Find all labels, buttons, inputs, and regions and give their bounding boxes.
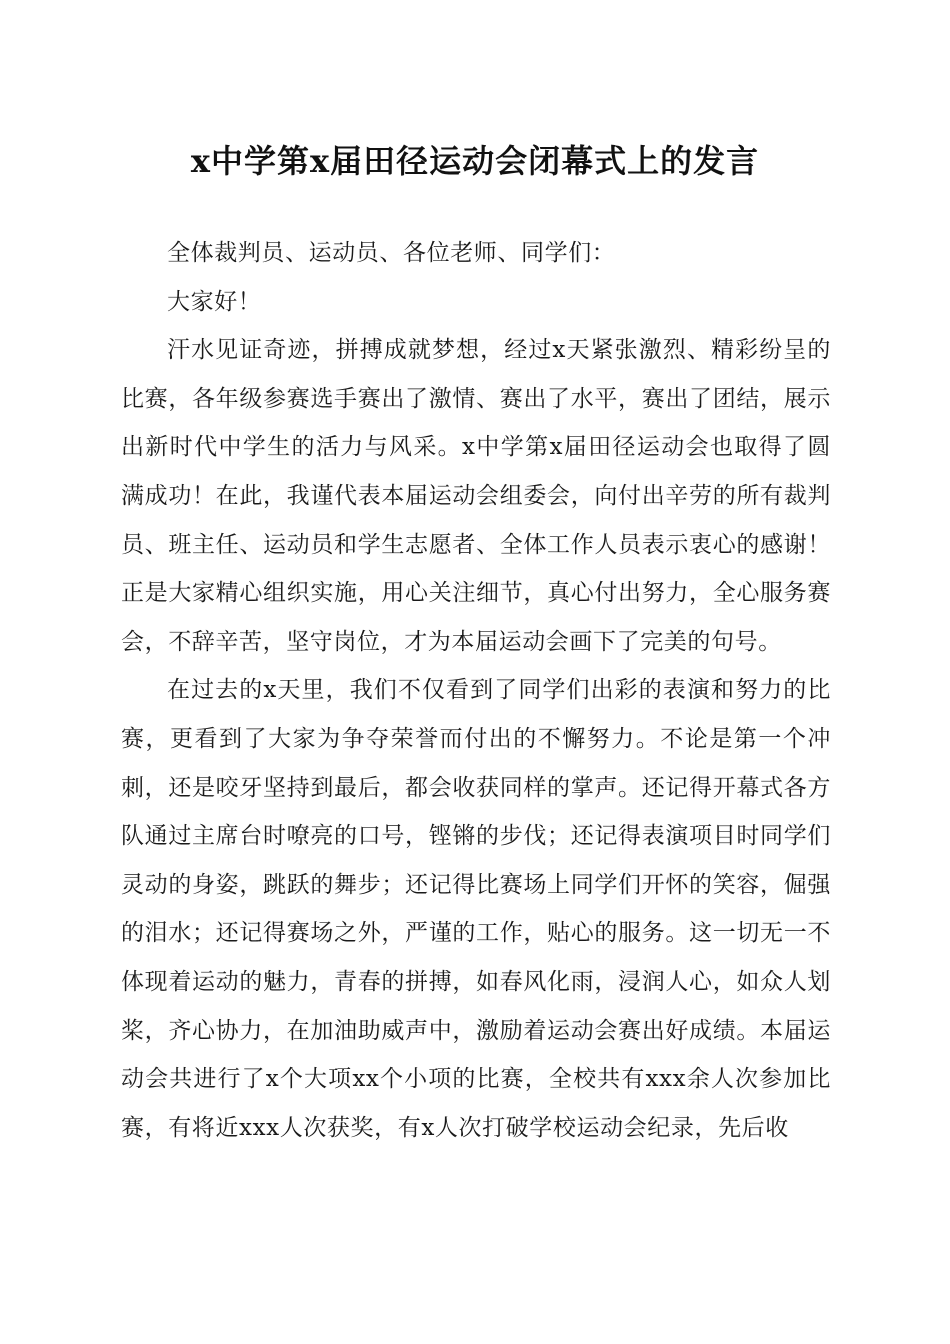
document-title: x中学第x届田径运动会闭幕式上的发言 [190, 142, 760, 180]
document-body [121, 229, 831, 1152]
greeting-paragraph: 大家好！ [167, 288, 262, 315]
body-paragraph: 汗水见证奇迹，拼搏成就梦想，经过x天紧张激烈、精彩纷呈的比赛，各年级参赛选手赛出了激情、赛出了水平，赛出了团结，展示出新时代中学生的活力与风采。x中学第x届田径运动会也取得了圆满成功！在此，我谨代表本届运动会组委会，向付出辛劳的所有裁判员、班主任、运动员和学生志愿者、全体工作人员表示衷心的感谢！正是大家精心组织实施，用心关注细节，真心付出努力，全心服务赛会，不辞辛苦，坚守岗位，才为本届运动会画下了完美的句号。 [121, 337, 831, 655]
body-paragraph: 在过去的x天里，我们不仅看到了同学们出彩的表演和努力的比赛，更看到了大家为争夺荣誉而付出的不懈努力。不论是第一个冲刺，还是咬牙坚持到最后，都会收获同样的掌声。还记得开幕式各方队通过主席台时嘹亮的口号，铿锵的步伐；还记得表演项目时同学们灵动的身姿，跳跃的舞步；还记得比赛场上同学们开怀的笑容，倔强的泪水；还记得赛场之外，严谨的工作，贴心的服务。这一切无一不体现着运动的魅力，青春的拼搏，如春风化雨，浸润人心，如众人划桨，齐心协力，在加油助威声中，激励着运动会赛出好成绩。本届运动会共进行了x个大项xx个小项的比赛，全校共有xxx余人次参加比赛，有将近xxx人次获奖，有x人次打破学校运动会纪录，先后收 [121, 677, 831, 1141]
salutation-paragraph: 全体裁判员、运动员、各位老师、同学们： [167, 240, 616, 266]
